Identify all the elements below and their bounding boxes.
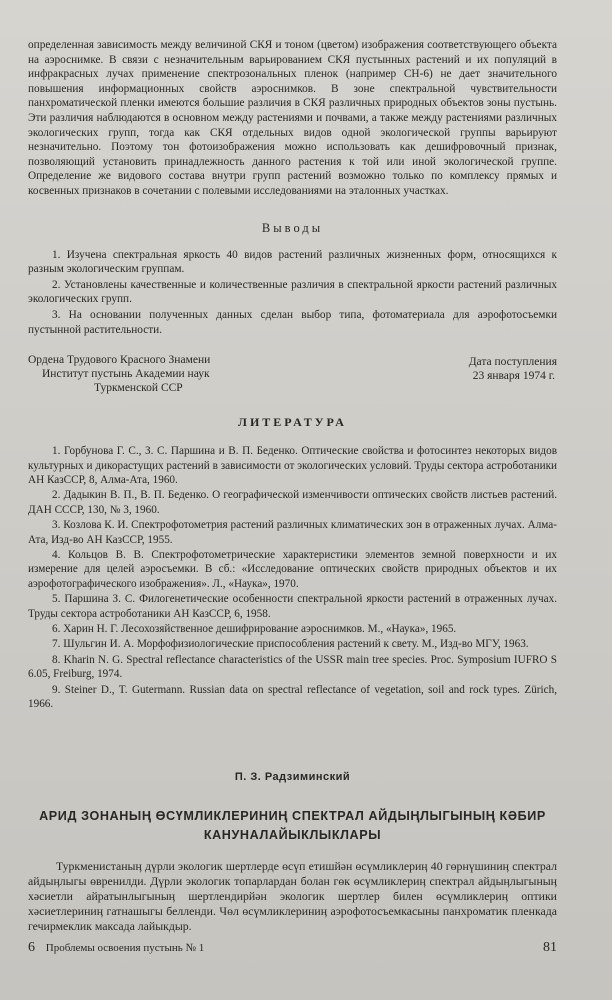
reference-item: 2. Дадыкин В. П., В. П. Беденко. О географической изменчивости оптических свойств листьев растений. ДАН СССР, 130, № 3, 1960.: [28, 489, 557, 516]
signature-block: [28, 353, 557, 395]
conclusion-item-1: 1. Изучена спектральная яркость 40 видов растений различных жизненных форм, относящихся к разным экологическим группам.: [28, 248, 557, 276]
received-date: [469, 353, 557, 395]
conclusion-item-3: 3. На основании полученных данных сделан выбор типа, фотоматериала для аэрофотосъемки пустынной растительности.: [28, 308, 557, 336]
summary-author: П. З. Радзиминский: [234, 771, 351, 784]
page-number: 81: [543, 940, 557, 955]
reference-item: 6. Харин Н. Г. Лесохозяйственное дешифрирование аэроснимков. М., «Наука», 1965.: [52, 622, 457, 635]
institution-line: Туркменской ССР: [94, 382, 183, 395]
conclusion-item-2: 2. Установлены качественные и количественные различия в спектральной яркости растений различных экологических групп.: [28, 278, 557, 306]
institution: [28, 353, 288, 395]
summary-section: [28, 771, 557, 934]
summary-title: АРИД ЗОНАНЫҢ ӨСҮМЛИКЛЕРИНИҢ СПЕКТРАЛ АЙДЫҢЛЫГЫНЫҢ КӘБИР КАНУНАЛАЙЫКЛЫКЛАРЫ: [39, 809, 546, 843]
page-footer: [28, 940, 557, 956]
reference-item: 3. Козлова К. И. Спектрофотометрия растений различных климатических зон в отраженных лучах. Алма-Ата, Изд-во АН КазССР, 1955.: [28, 519, 557, 546]
references-heading: ЛИТЕРАТУРА: [238, 415, 347, 430]
received-value: 23 января 1974 г.: [472, 370, 555, 383]
reference-item: 5. Паршина З. С. Филогенетические особенности спектральной яркости растений в отраженных лучах. Труды сектора астроботаники АН КазССР, 6, 1958.: [28, 593, 557, 620]
reference-item: 4. Кольцов В. В. Спектрофотометрические характеристики элементов земной поверхности и их измерение для целей аэросъемки. В сб.: «Исследование оптических свойств природных объектов и их аэрофотографического изображения». Л., «Наука», 1970.: [28, 548, 557, 590]
footer-left: [28, 940, 204, 956]
journal-name: Проблемы освоения пустынь № 1: [45, 942, 205, 954]
references-section: [28, 415, 557, 711]
reference-item: 9. Steiner D., T. Gutermann. Russian data on spectral reflectance of vegetation, soil and rock types. Zürich, 1966.: [28, 683, 557, 710]
top-paragraph: определенная зависимость между величиной СКЯ и тоном (цветом) изображения соответствующего объекта на аэроснимке. В связи с незначительным варьированием СКЯ пустынных растений и их популяций в инфракрасных лучах применение спектрозональных пленок (например СН-6) не дает значительного повышения информационных свойств аэроснимков. В зоне спектральной чувствительности панхроматической пленки имеются большие различия в СКЯ различных природных объектов зоны пустынь. Эти различия наблюдаются в основном между растениями и почвами, а также между растениями различных экологических групп, тогда как СКЯ отдельных видов одной экологической группы варьируют незначительно. Поэтому тон фотоизображения можно использовать как дешифровочный признак, позволяющий установить принадлежность данного растения к той или иной экологической группе. Определение же видового состава внутри групп растений возможно только по комплексу прямых и косвенных признаков в сочетании с полевыми исследованиями на эталонных участках.: [28, 39, 557, 197]
reference-item: 1. Горбунова Г. С., З. С. Паршина и В. П. Беденко. Оптические свойства и фотосинтез некоторых видов культурных и дикорастущих растений в зависимости от экологических условий. Труды сектора астроботаники АН КазССР, 8, Алма-Ата, 1960.: [28, 445, 557, 486]
conclusions-heading: Выводы: [261, 220, 324, 235]
received-label: Дата поступления: [468, 356, 557, 369]
summary-abstract: Туркменистаныӊ дүрли экологик шертлерде өсүп етишйән өсүмликлериӊ 40 гөрнүшиниӊ спектрал айдыӊлыгы өвренилди. Дүрли экологик топарлардан болан гөк өсүмликлериӊ спектрал айдыӊлыгыныӊ хәсиетли айратынлыгыныӊ шертлендирйән экологик шертлер билен өсүмликлериӊ оптики хәсиетлериниӊ гатнашыгы белленди. Чөл өсүмликлериниӊ аэрофотосъемкасыны панхроматик пленкада гечирмеклик максада лайыкдыр.: [28, 859, 557, 934]
institution-line: Институт пустынь Академии наук: [42, 368, 210, 381]
reference-item: 7. Шульгин И. А. Морфофизиологические приспособления растений к свету. М., Изд-во МГУ, 1963.: [52, 638, 529, 651]
conclusions-section: [28, 221, 557, 338]
reference-item: 8. Kharin N. G. Spectral reflectance characteristics of the USSR main tree species. Proc. Symposium IUFRO S 6.05, Freiburg, 1974.: [28, 653, 557, 681]
institution-line: Ордена Трудового Красного Знамени: [28, 354, 211, 367]
sheet-number: 6: [28, 940, 35, 955]
